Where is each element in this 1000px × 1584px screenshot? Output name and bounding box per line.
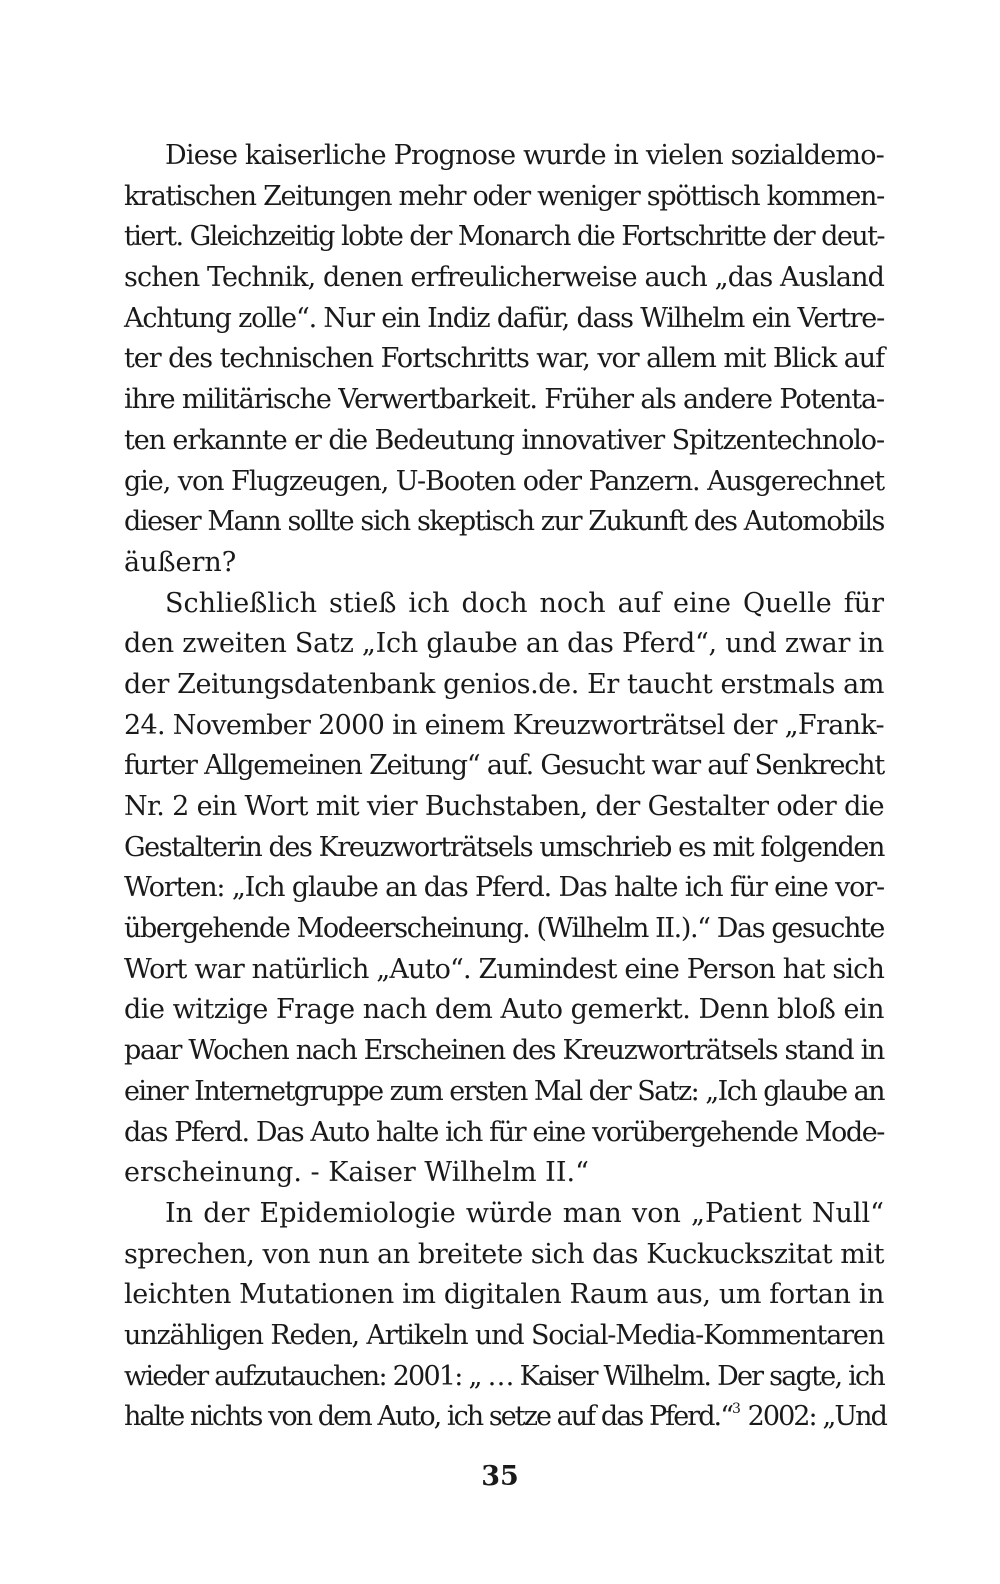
text-line: wieder aufzutauchen: 2001: „ … Kaiser Wilhelm. Der sagte, ich (124, 1360, 884, 1392)
paragraph-2 (124, 584, 884, 1194)
text-line: kratischen Zeitungen mehr oder weniger spöttisch kommen- (124, 180, 884, 212)
text-line: furter Allgemeinen Zeitung“ auf. Gesucht war auf Senkrecht (124, 750, 884, 782)
text-line: einer Internetgruppe zum ersten Mal der Satz: „Ich glaube an (124, 1075, 885, 1107)
text-line: das Pferd. Das Auto halte ich für eine vorübergehende Mode- (124, 1116, 884, 1148)
text-line: schen Technik, denen erfreulicherweise auch „das Ausland (124, 262, 884, 294)
text-line: dieser Mann sollte sich skeptisch zur Zukunft des Automobils (124, 506, 884, 538)
footnote-marker: 3 (732, 1401, 741, 1418)
text-line: tiert. Gleichzeitig lobte der Monarch die Fortschritte der deut- (124, 221, 884, 253)
text-line: Nr. 2 ein Wort mit vier Buchstaben, der Gestalter oder die (124, 791, 885, 822)
text-line: In der Epidemiologie würde man von „Patient Null“ (165, 1197, 884, 1229)
text-line: der Zeitungsdatenbank genios.de. Er taucht erstmals am (124, 668, 885, 700)
text-line: Gestalterin des Kreuzworträtsels umschrieb es mit folgenden (124, 831, 885, 863)
text-line: ihre militärische Verwertbarkeit. Früher als andere Potenta- (124, 384, 885, 416)
text-line: sprechen, von nun an breitete sich das Kuckuckszitat mit (124, 1238, 885, 1270)
text-line: Wort war natürlich „Auto“. Zumindest eine Person hat sich (124, 953, 885, 985)
text-line: Schließlich stieß ich doch noch auf eine Quelle für (165, 587, 884, 619)
text-line: Worten: „Ich glaube an das Pferd. Das halte ich für eine vor- (124, 872, 884, 904)
text-line: unzähligen Reden, Artikeln und Social-Media-Kommentaren (124, 1319, 884, 1351)
text-line: Achtung zolle“. Nur ein Indiz dafür, dass Wilhelm ein Vertre- (124, 302, 885, 334)
text-line: leichten Mutationen im digitalen Raum aus, um fortan in (124, 1279, 884, 1311)
text-line: gie, von Flugzeugen, U-Booten oder Panzern. Ausgerechnet (124, 465, 884, 497)
text-segment: halte nichts von dem Auto, ich setze auf das Pferd.“ (124, 1401, 733, 1433)
text-line: den zweiten Satz „Ich glaube an das Pferd“, und zwar in (124, 628, 884, 660)
text-line: die witzige Frage nach dem Auto gemerkt. Denn bloß ein (124, 994, 885, 1026)
text-line: Diese kaiserliche Prognose wurde in vielen sozialdemo- (165, 140, 884, 171)
text-line: erscheinung. - Kaiser Wilhelm II.“ (124, 1157, 589, 1189)
text-line: 24. November 2000 in einem Kreuzworträtsel der „Frank- (124, 709, 884, 741)
text-line: ten erkannte er die Bedeutung innovativer Spitzentechnolo- (124, 424, 884, 456)
paragraph-1 (124, 136, 884, 584)
page-number: 35 (481, 1461, 519, 1492)
text-line: ter des technischen Fortschritts war, vor allem mit Blick auf (124, 343, 885, 375)
text-line: paar Wochen nach Erscheinen des Kreuzworträtsels stand in (124, 1035, 884, 1067)
body-text (124, 136, 884, 1438)
text-line: übergehende Modeerscheinung. (Wilhelm II.).“ Das gesuchte (124, 913, 884, 945)
text-segment: 2002: „Und (740, 1401, 886, 1433)
text-line: äußern? (124, 546, 237, 578)
paragraph-3 (124, 1194, 884, 1438)
text-line-with-footnote (124, 1397, 884, 1438)
